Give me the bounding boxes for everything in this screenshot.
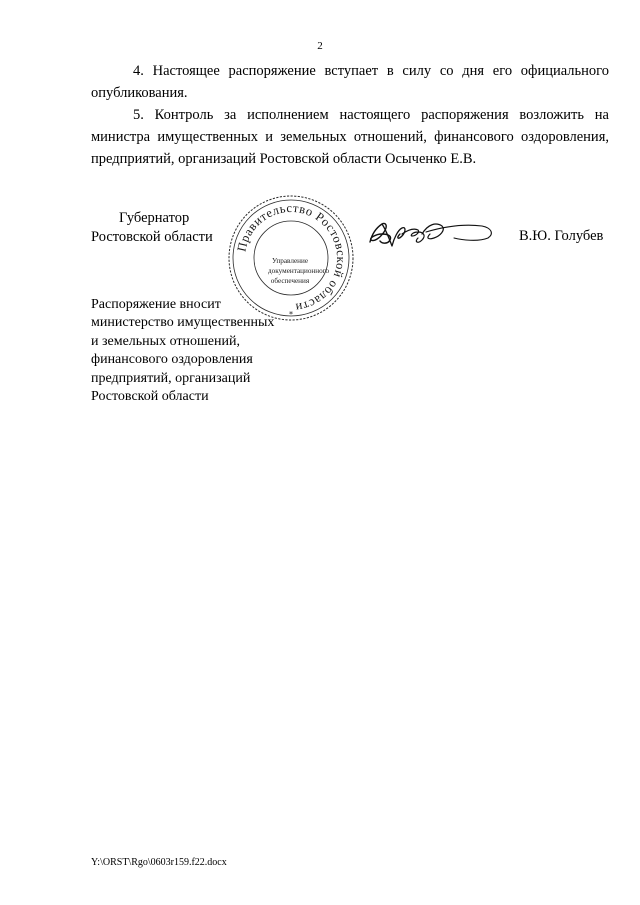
paragraph-item-5: 5. Контроль за исполнением настоящего распоряжения возложить на министра имущественных и земельных отношений, финансового оздоровления, предприятий, организаций Ростовской области Осыченко Е.В. [91,107,609,167]
submitter-line: Распоряжение вносит [91,297,221,312]
seal-center-line1: Управление [271,257,309,265]
seal-ring-text: Правительство Ростовской области [234,200,349,315]
submitter-note [91,296,274,406]
seal-center-line2: документационного [268,267,330,275]
file-path: Y:\ORST\Rgo\0603r159.f22.docx [91,857,227,868]
seal-star: * [289,310,293,319]
submitter-line: предприятий, организаций [91,370,251,386]
submitter-line: и земельных отношений, [91,333,240,349]
governor-name: В.Ю. Голубев [519,228,604,244]
submitter-line: Ростовской области [91,389,209,405]
governor-title-line2: Ростовской области [91,229,213,245]
governor-title [91,209,213,247]
page-number: 2 [317,40,323,52]
seal-center-text [268,256,330,286]
handwritten-signature-icon [362,208,498,256]
signature-block [0,190,640,319]
submitter-line: министерство имущественных [91,315,275,331]
submitter-line: финансового оздоровления [91,352,253,368]
paragraph-item-4: 4. Настоящее распоряжение вступает в силу со дня его официального опубликования. [91,63,609,101]
seal-center-line3: обеспечения [270,277,310,285]
governor-title-line1: Губернатор [119,210,190,226]
